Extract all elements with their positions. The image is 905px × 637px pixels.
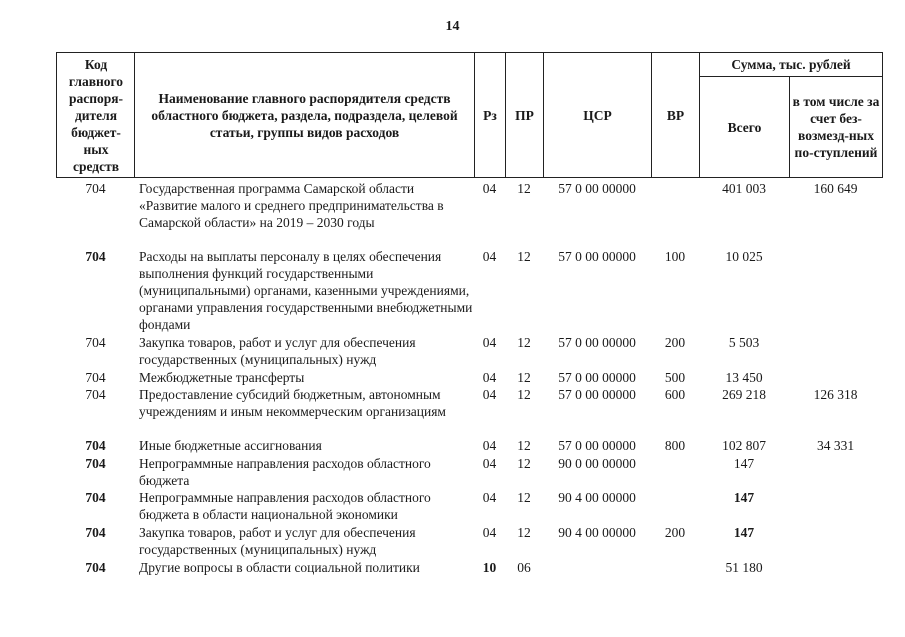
cell-rz: 04 <box>482 490 497 505</box>
cell-free: 126 318 <box>813 387 858 402</box>
cell-pr: 12 <box>517 490 531 505</box>
cell-pr: 06 <box>517 560 531 575</box>
cell-rz: 04 <box>482 456 497 471</box>
cell-pr: 12 <box>517 387 531 402</box>
header-total: Всего <box>727 119 762 135</box>
cell-vr: 500 <box>664 370 686 385</box>
cell-pr: 12 <box>517 249 531 264</box>
header-csr: ЦСР <box>583 107 612 123</box>
cell-name: Закупка товаров, работ и услуг для обеспечения государственных (муниципальных) нужд <box>139 525 416 557</box>
cell-csr: 57 0 00 00000 <box>558 335 636 350</box>
cell-total: 51 180 <box>725 560 763 575</box>
cell-name: Иные бюджетные ассигнования <box>139 438 322 453</box>
cell-kod: 704 <box>85 335 106 350</box>
cell-name: Закупка товаров, работ и услуг для обеспечения государственных (муниципальных) нужд <box>139 335 416 367</box>
cell-pr: 12 <box>517 370 531 385</box>
header-name: Наименование главного распорядителя средств областного бюджета, раздела, подраздела, целевой статьи, группы видов расходов <box>151 90 458 140</box>
cell-free: 160 649 <box>813 181 858 196</box>
cell-rz: 04 <box>482 181 497 196</box>
cell-csr: 57 0 00 00000 <box>558 249 636 264</box>
cell-rz: 04 <box>482 387 497 402</box>
cell-name: Непрограммные направления расходов областного бюджета <box>139 456 431 488</box>
cell-kod: 704 <box>85 490 106 505</box>
cell-rz: 04 <box>482 525 497 540</box>
header-sum: Сумма, тыс. рублей <box>731 57 851 72</box>
cell-name: Межбюджетные трансферты <box>139 370 305 385</box>
cell-pr: 12 <box>517 335 531 350</box>
cell-name: Другие вопросы в области социальной политики <box>139 560 420 575</box>
cell-vr: 200 <box>664 335 686 350</box>
cell-rz: 04 <box>482 370 497 385</box>
cell-vr: 100 <box>664 249 686 264</box>
header-kod: Код главного распоря-дителя бюджет-ных средств <box>68 56 124 174</box>
page-number: 14 <box>445 19 460 34</box>
cell-name: Государственная программа Самарской области «Развитие малого и среднего предпринимательства в Самарской области» на 2019 – 2030 годы <box>139 181 444 230</box>
cell-kod: 704 <box>85 438 106 453</box>
cell-csr: 90 4 00 00000 <box>558 525 636 540</box>
cell-name: Расходы на выплаты персоналу в целях обеспечения выполнения функций государственными (муниципальными) органами, казенными учреждениями, органами управления государственными внебюджетными фондами <box>139 249 473 332</box>
cell-rz: 04 <box>482 335 497 350</box>
cell-free: 34 331 <box>816 438 855 453</box>
cell-csr: 90 0 00 00000 <box>558 456 636 471</box>
cell-total: 10 025 <box>725 249 763 264</box>
cell-csr: 90 4 00 00000 <box>558 490 636 505</box>
header-pr: ПР <box>515 107 534 123</box>
cell-vr: 800 <box>664 438 686 453</box>
cell-pr: 12 <box>517 181 531 196</box>
cell-total: 102 807 <box>722 438 766 453</box>
cell-total: 147 <box>733 490 755 505</box>
cell-csr: 57 0 00 00000 <box>558 370 636 385</box>
cell-name: Предоставление субсидий бюджетным, автономным учреждениям и иным некоммерческим организациям <box>139 387 446 419</box>
cell-rz: 10 <box>482 560 497 575</box>
cell-kod: 704 <box>85 370 106 385</box>
cell-vr: 200 <box>664 525 686 540</box>
cell-kod: 704 <box>85 525 106 540</box>
cell-rz: 04 <box>482 438 497 453</box>
cell-pr: 12 <box>517 438 531 453</box>
cell-total: 401 003 <box>722 181 766 196</box>
cell-kod: 704 <box>85 560 106 575</box>
cell-rz: 04 <box>482 249 497 264</box>
cell-csr: 57 0 00 00000 <box>558 438 636 453</box>
header-vr: ВР <box>666 107 685 123</box>
cell-kod: 704 <box>85 456 106 471</box>
cell-vr: 600 <box>664 387 686 402</box>
cell-pr: 12 <box>517 525 531 540</box>
cell-kod: 704 <box>85 249 106 264</box>
header-rz: Рз <box>483 107 497 123</box>
cell-csr: 57 0 00 00000 <box>558 387 636 402</box>
cell-kod: 704 <box>85 387 106 402</box>
cell-name: Непрограммные направления расходов областного бюджета в области национальной экономики <box>139 490 431 522</box>
cell-total: 147 <box>733 456 755 471</box>
cell-total: 269 218 <box>722 387 766 402</box>
header-free: в том числе за счет без-возмезд-ных по-ступлений <box>792 94 880 160</box>
cell-csr: 57 0 00 00000 <box>558 181 636 196</box>
cell-kod: 704 <box>85 181 106 196</box>
cell-pr: 12 <box>517 456 531 471</box>
cell-total: 147 <box>733 525 755 540</box>
cell-total: 13 450 <box>725 370 763 385</box>
cell-total: 5 503 <box>728 335 760 350</box>
